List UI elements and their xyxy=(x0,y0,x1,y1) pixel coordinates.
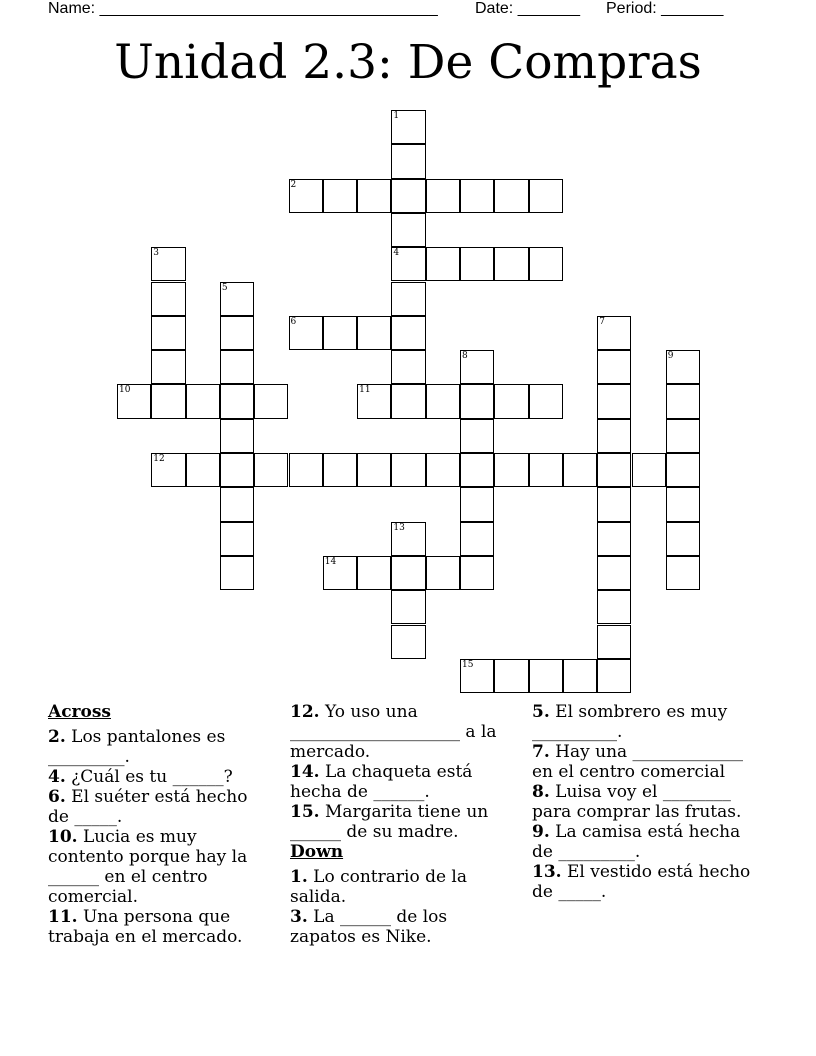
clue-number: 10. xyxy=(48,827,78,847)
crossword-cell xyxy=(289,179,323,213)
cell-number: 6 xyxy=(290,316,297,327)
clue-text: Los pantalones es _________. xyxy=(48,727,226,767)
clue-column-2 xyxy=(290,702,516,947)
crossword-cell xyxy=(323,556,357,590)
clue-item xyxy=(290,802,516,842)
crossword-cell xyxy=(529,247,563,281)
crossword-cell xyxy=(323,316,357,350)
crossword-cell xyxy=(597,384,631,418)
cell-number: 5 xyxy=(221,282,228,293)
clue-text: Yo uso una ____________________ a la mercado. xyxy=(290,702,497,762)
crossword-cell xyxy=(563,453,597,487)
crossword-cell xyxy=(151,350,185,384)
clue-item xyxy=(532,702,762,742)
crossword-cell xyxy=(666,350,700,384)
clue-item xyxy=(290,907,516,947)
crossword-cell xyxy=(391,556,425,590)
crossword-cell xyxy=(323,453,357,487)
clue-item xyxy=(290,762,516,802)
clue-item xyxy=(532,862,762,902)
clue-item xyxy=(48,767,270,787)
clue-number: 5. xyxy=(532,702,550,722)
clue-item xyxy=(532,782,762,822)
clue-item xyxy=(48,727,270,767)
crossword-cell xyxy=(220,453,254,487)
crossword-cell xyxy=(391,110,425,144)
crossword-cell xyxy=(220,350,254,384)
cell-number: 11 xyxy=(359,385,371,396)
crossword-cell xyxy=(220,384,254,418)
clue-number: 4. xyxy=(48,767,66,787)
crossword-cell xyxy=(117,384,151,418)
clue-number: 7. xyxy=(532,742,550,762)
cell-number: 7 xyxy=(599,316,605,327)
clue-column-1 xyxy=(48,702,270,947)
cell-number: 10 xyxy=(119,385,131,396)
clue-number: 14. xyxy=(290,762,320,782)
crossword-cell xyxy=(391,453,425,487)
crossword-cell xyxy=(391,522,425,556)
crossword-cell xyxy=(597,556,631,590)
crossword-cell xyxy=(391,179,425,213)
name-field: Name: ______________________________________ xyxy=(48,0,438,17)
clue-number: 6. xyxy=(48,787,66,807)
clue-number: 9. xyxy=(532,822,550,842)
cell-number: 2 xyxy=(290,179,297,190)
crossword-cell xyxy=(460,179,494,213)
cell-number: 14 xyxy=(324,556,337,567)
cell-number: 15 xyxy=(462,659,474,670)
crossword-cell xyxy=(460,556,494,590)
crossword-cell xyxy=(426,556,460,590)
crossword-cell xyxy=(563,659,597,693)
clue-text: Lucia es muy contento porque hay la ______ en el centro comercial. xyxy=(48,827,248,907)
clue-text: Margarita tiene un ______ de su madre. xyxy=(290,802,489,842)
crossword-cell xyxy=(529,179,563,213)
crossword-cell xyxy=(494,453,528,487)
crossword-cell xyxy=(220,316,254,350)
crossword-cell xyxy=(597,487,631,521)
crossword-cell xyxy=(597,522,631,556)
crossword-cell xyxy=(426,453,460,487)
crossword-cell xyxy=(460,522,494,556)
clue-item xyxy=(48,907,270,947)
crossword-cell xyxy=(220,522,254,556)
clue-text: Lo contrario de la salida. xyxy=(290,867,468,907)
crossword-cell xyxy=(151,316,185,350)
crossword-cell xyxy=(494,659,528,693)
clue-text: Hay una _____________ en el centro comercial xyxy=(532,742,744,782)
clue-number: 12. xyxy=(290,702,320,722)
clue-text: La camisa está hecha de _________. xyxy=(532,822,741,862)
clue-number: 13. xyxy=(532,862,562,882)
period-field: Period: _______ xyxy=(606,0,724,17)
clue-item xyxy=(532,742,762,782)
crossword-cell xyxy=(529,453,563,487)
date-field: Date: _______ xyxy=(475,0,580,17)
crossword-cell xyxy=(151,453,185,487)
clue-item xyxy=(48,827,270,907)
crossword-cell xyxy=(666,487,700,521)
crossword-cell xyxy=(597,453,631,487)
cell-number: 12 xyxy=(153,454,165,464)
crossword-cell xyxy=(460,350,494,384)
cell-number: 1 xyxy=(393,111,400,121)
clue-number: 2. xyxy=(48,727,66,747)
crossword-cell xyxy=(426,247,460,281)
crossword-cell xyxy=(220,282,254,316)
clue-text: El suéter está hecho de _____. xyxy=(48,787,248,827)
crossword-cell xyxy=(357,316,391,350)
crossword-cell xyxy=(597,419,631,453)
crossword-cell xyxy=(666,384,700,418)
clue-text: Luisa voy el ________ para comprar las frutas. xyxy=(532,782,742,822)
crossword-cell xyxy=(220,556,254,590)
crossword-cell xyxy=(357,179,391,213)
clue-number: 8. xyxy=(532,782,550,802)
crossword-cell xyxy=(460,384,494,418)
crossword-cell xyxy=(391,247,425,281)
crossword-cell xyxy=(254,384,288,418)
crossword-cell xyxy=(357,556,391,590)
crossword-cell xyxy=(460,419,494,453)
crossword-cell xyxy=(529,384,563,418)
section-heading: Across xyxy=(48,702,111,722)
clue-column-3 xyxy=(532,702,762,902)
crossword-cell xyxy=(151,384,185,418)
clue-number: 3. xyxy=(290,907,308,927)
clue-text: La ______ de los zapatos es Nike. xyxy=(290,907,448,947)
crossword-cell xyxy=(597,659,631,693)
crossword-cell xyxy=(151,247,185,281)
clue-item xyxy=(532,822,762,862)
crossword-cell xyxy=(597,350,631,384)
clue-text: La chaqueta está hecha de ______. xyxy=(290,762,473,802)
crossword-cell xyxy=(460,453,494,487)
crossword-cell xyxy=(220,419,254,453)
crossword-cell xyxy=(426,384,460,418)
crossword-cell xyxy=(391,625,425,659)
crossword-cell xyxy=(597,316,631,350)
crossword-cell xyxy=(186,453,220,487)
crossword-cell xyxy=(357,453,391,487)
crossword-cell xyxy=(391,213,425,247)
crossword-cell xyxy=(597,625,631,659)
clue-number: 11. xyxy=(48,907,78,927)
cell-number: 9 xyxy=(667,351,674,362)
clue-item xyxy=(290,702,516,762)
crossword-cell xyxy=(391,590,425,624)
crossword-cell xyxy=(357,384,391,418)
cell-number: 8 xyxy=(462,351,468,362)
section-heading: Down xyxy=(290,842,344,862)
cell-number: 13 xyxy=(393,522,405,533)
crossword-cell xyxy=(289,453,323,487)
crossword-cell xyxy=(460,659,494,693)
crossword-cell xyxy=(494,384,528,418)
crossword-cell xyxy=(632,453,666,487)
cell-number: 3 xyxy=(153,248,160,259)
crossword-cell xyxy=(529,659,563,693)
clue-text: Una persona que trabaja en el mercado. xyxy=(48,907,243,947)
crossword-cell xyxy=(426,179,460,213)
clue-text: ¿Cuál es tu ______? xyxy=(65,767,233,787)
crossword-cell xyxy=(391,384,425,418)
crossword-cell xyxy=(666,522,700,556)
crossword-cell xyxy=(494,179,528,213)
crossword-cell xyxy=(391,350,425,384)
crossword-cell xyxy=(391,144,425,178)
crossword-cell xyxy=(666,453,700,487)
page-title: Unidad 2.3: De Compras xyxy=(114,35,702,90)
crossword-cell xyxy=(186,384,220,418)
crossword-cell xyxy=(460,247,494,281)
clue-item xyxy=(290,867,516,907)
crossword-cell xyxy=(323,179,357,213)
crossword-cell xyxy=(391,282,425,316)
crossword-cell xyxy=(151,282,185,316)
crossword-cell xyxy=(494,247,528,281)
clue-item xyxy=(48,787,270,827)
crossword-cell xyxy=(289,316,323,350)
clue-number: 15. xyxy=(290,802,320,822)
crossword-cell xyxy=(254,453,288,487)
cell-number: 4 xyxy=(393,248,400,259)
crossword-cell xyxy=(391,316,425,350)
crossword-cell xyxy=(220,487,254,521)
crossword-cell xyxy=(460,487,494,521)
crossword-cell xyxy=(666,419,700,453)
crossword-cell xyxy=(666,556,700,590)
clue-text: El sombrero es muy __________. xyxy=(532,702,728,742)
clue-text: El vestido está hecho de _____. xyxy=(532,862,751,902)
clue-number: 1. xyxy=(290,867,308,887)
crossword-cell xyxy=(597,590,631,624)
